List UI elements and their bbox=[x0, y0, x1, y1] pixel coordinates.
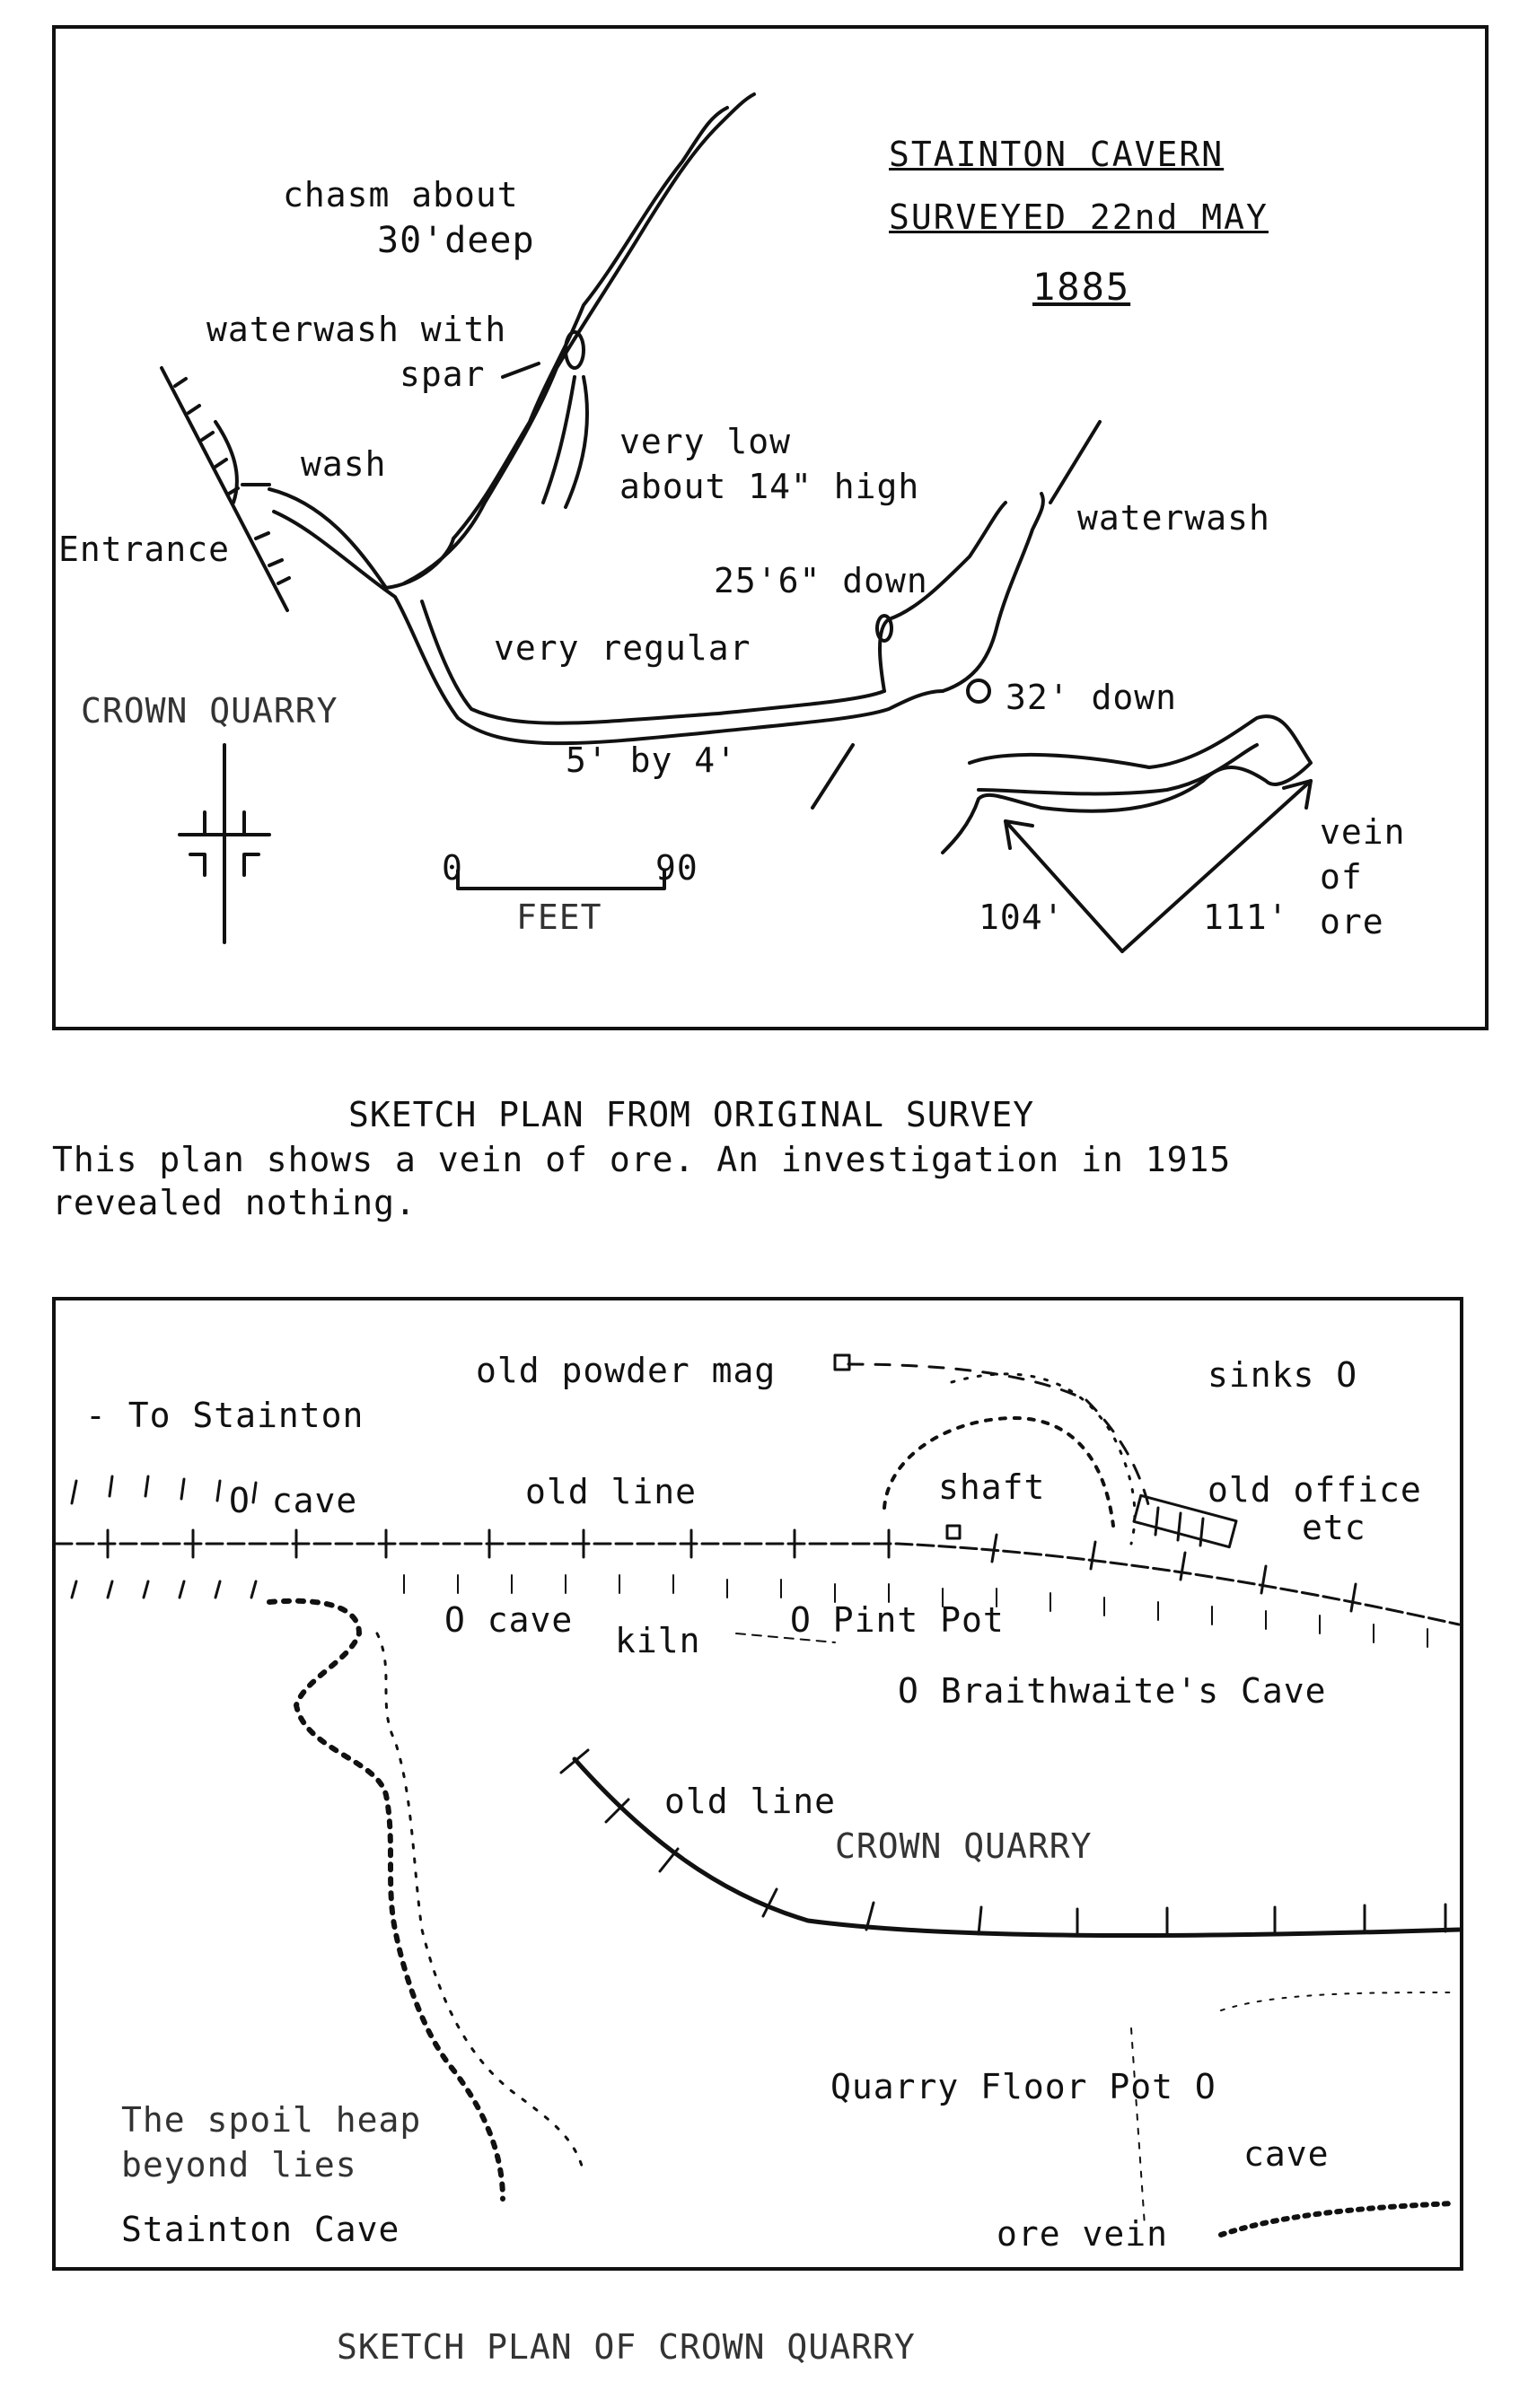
label-to-stainton: - To Stainton bbox=[85, 1396, 364, 1435]
map1-title-line2: SURVEYED 22nd MAY bbox=[889, 197, 1269, 237]
label-crown-quarry-1: CROWN QUARRY bbox=[81, 691, 338, 731]
label-down-32: 32' down bbox=[1006, 678, 1178, 717]
label-waterwash: waterwash bbox=[1077, 498, 1270, 538]
label-104: 104' bbox=[979, 898, 1065, 937]
old-line-upper bbox=[56, 1544, 1459, 1624]
caption1-title: SKETCH PLAN FROM ORIGINAL SURVEY bbox=[348, 1095, 1035, 1134]
label-cave-mid: O cave bbox=[444, 1600, 574, 1640]
label-vein-3: ore bbox=[1320, 902, 1384, 941]
caption1-line2: revealed nothing. bbox=[52, 1183, 417, 1222]
label-wash: wash bbox=[301, 444, 387, 484]
label-down-25: 25'6" down bbox=[714, 561, 928, 600]
label-cave-top: O cave bbox=[229, 1481, 358, 1520]
scale-start: 0 bbox=[442, 848, 463, 888]
label-quarry-floor-pot: Quarry Floor Pot O bbox=[830, 2067, 1216, 2106]
label-crown-quarry-2: CROWN QUARRY bbox=[835, 1826, 1093, 1866]
label-chasm-2: 30'deep bbox=[377, 220, 535, 261]
label-stainton-cave: Stainton Cave bbox=[121, 2210, 400, 2249]
caption1-line1: This plan shows a vein of ore. An investigation in 1915 bbox=[52, 1140, 1232, 1179]
label-pint-pot: O Pint Pot bbox=[790, 1600, 1005, 1640]
label-vein-1: vein bbox=[1320, 812, 1406, 852]
label-spoil-2: beyond lies bbox=[121, 2145, 357, 2185]
label-chasm-1: chasm about bbox=[283, 175, 519, 215]
label-entrance: Entrance bbox=[58, 530, 231, 569]
label-111: 111' bbox=[1203, 898, 1289, 937]
map1-title-year: 1885 bbox=[1032, 265, 1131, 309]
powder-mag-icon bbox=[835, 1355, 849, 1370]
label-waterwash-spar-2: spar bbox=[400, 355, 486, 394]
label-old-line-top: old line bbox=[525, 1472, 698, 1511]
label-waterwash-spar-1: waterwash with bbox=[206, 310, 507, 349]
label-braithwaite: O Braithwaite's Cave bbox=[898, 1671, 1327, 1711]
map1-title-line1: STAINTON CAVERN bbox=[889, 135, 1225, 174]
label-very-low-2: about 14" high bbox=[619, 467, 920, 506]
scale-unit: FEET bbox=[516, 898, 602, 937]
label-old-line-mid: old line bbox=[664, 1782, 837, 1821]
label-spoil-1: The spoil heap bbox=[121, 2100, 422, 2140]
label-shaft: shaft bbox=[938, 1467, 1046, 1507]
label-very-low-1: very low bbox=[619, 422, 792, 461]
label-vein-2: of bbox=[1320, 857, 1363, 897]
cave-right-hatch bbox=[1221, 2203, 1454, 2235]
label-sinks: sinks O bbox=[1208, 1355, 1358, 1395]
caption2-title: SKETCH PLAN OF CROWN QUARRY bbox=[337, 2327, 916, 2367]
label-old-powder-mag: old powder mag bbox=[476, 1351, 777, 1390]
label-size: 5' by 4' bbox=[566, 740, 738, 780]
scale-end: 90 bbox=[655, 848, 698, 888]
label-cave-right: cave bbox=[1243, 2134, 1330, 2174]
label-etc: etc bbox=[1302, 1508, 1366, 1547]
label-ore-vein: ore vein bbox=[997, 2214, 1169, 2254]
label-old-office: old office bbox=[1208, 1470, 1422, 1510]
shaft-icon bbox=[947, 1526, 960, 1538]
label-very-regular: very regular bbox=[494, 628, 751, 668]
label-kiln: kiln bbox=[615, 1621, 701, 1660]
